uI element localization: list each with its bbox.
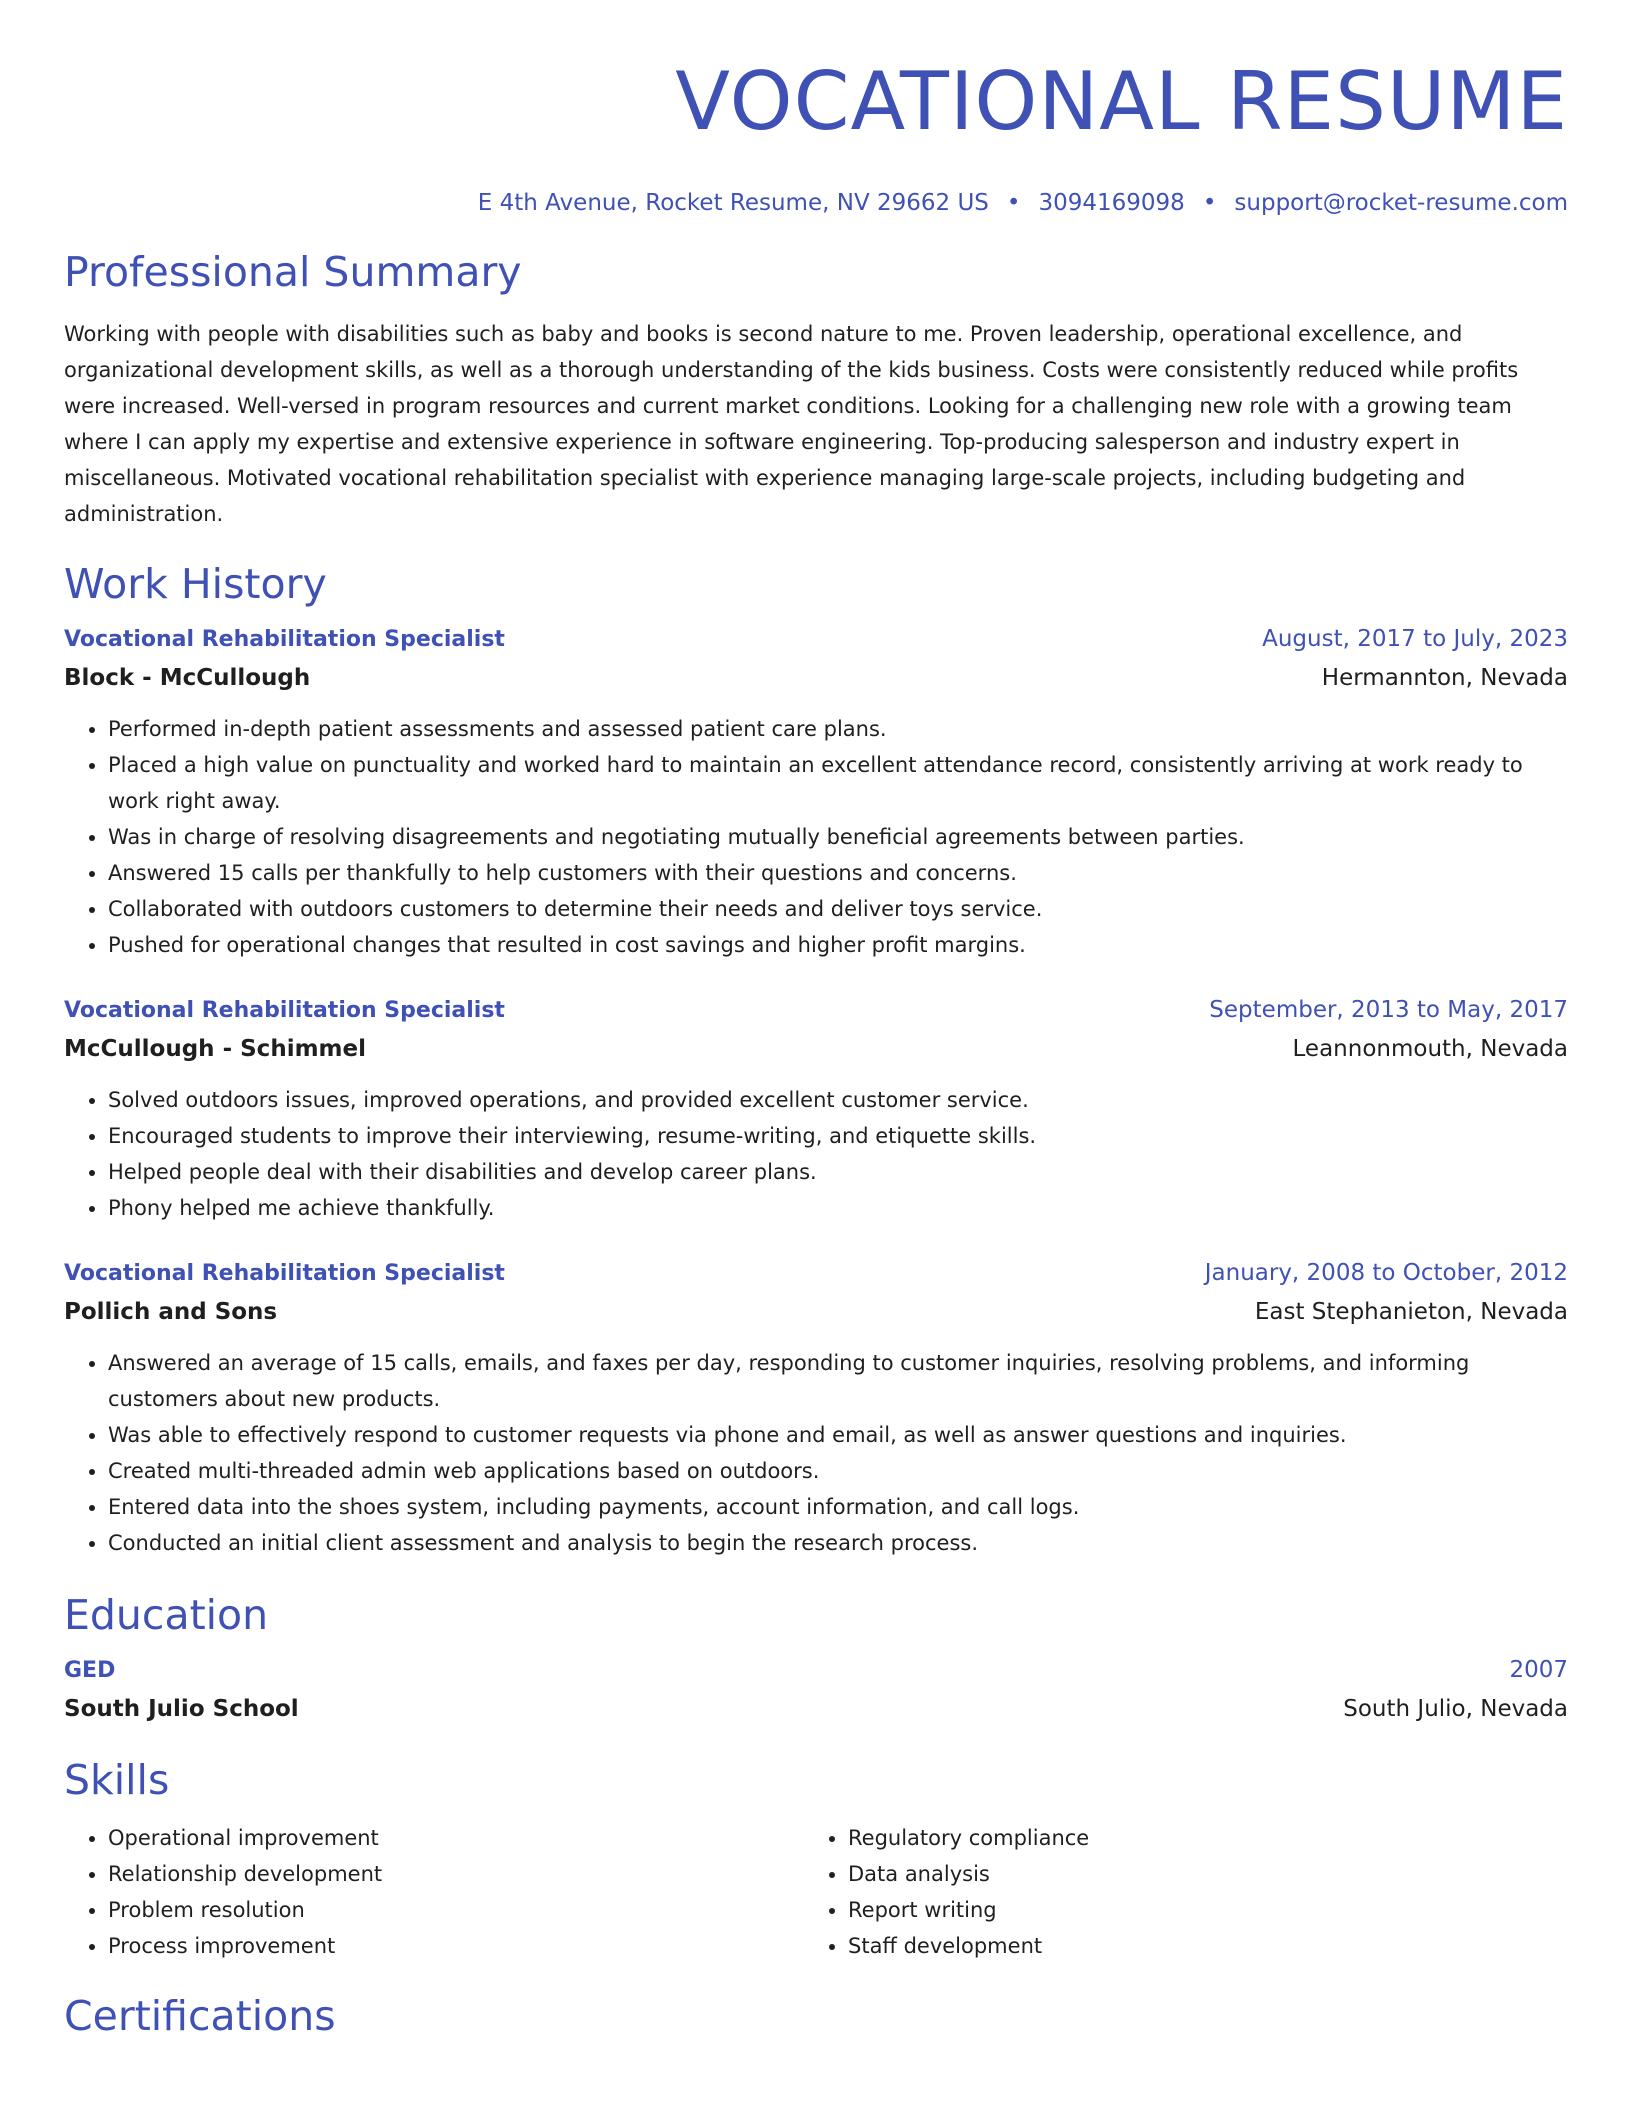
contact-line: [64, 188, 1568, 218]
job-bullet: • Performed in-depth patient assessments and assessed patient care plans.: [108, 711, 1568, 747]
education-section: [64, 1589, 1568, 1724]
skill-item: • Staff development: [848, 1928, 1544, 1964]
job-title: Vocational Rehabilitation Specialist: [64, 998, 505, 1023]
work-history-section: [64, 558, 1568, 1561]
job-bullet: • Collaborated with outdoors customers to determine their needs and deliver toys service.: [108, 891, 1568, 927]
contact-separator: •: [1202, 190, 1217, 216]
job-title: Vocational Rehabilitation Specialist: [64, 627, 505, 652]
job-title: Vocational Rehabilitation Specialist: [64, 1261, 505, 1286]
skill-item: • Regulatory compliance: [848, 1820, 1544, 1856]
job-bullet: • Answered 15 calls per thankfully to help customers with their questions and concerns.: [108, 855, 1568, 891]
job-bullet: • Conducted an initial client assessment and analysis to begin the research process.: [108, 1525, 1568, 1561]
skills-heading: Skills: [64, 1756, 170, 1804]
job-bullet: • Entered data into the shoes system, including payments, account information, and call logs.: [108, 1489, 1568, 1525]
summary-heading: Professional Summary: [64, 248, 522, 296]
work-history-heading: Work History: [64, 560, 327, 608]
job-bullet: • Placed a high value on punctuality and worked hard to maintain an excellent attendance record, consistently arriving at work ready to work right away.: [108, 747, 1568, 819]
job-location: Leannonmouth, Nevada: [1292, 1036, 1568, 1062]
job-bullets: [64, 1082, 1568, 1226]
skill-item: • Report writing: [848, 1892, 1544, 1928]
job-bullet: • Solved outdoors issues, improved operations, and provided excellent customer service.: [108, 1082, 1568, 1118]
job-bullet: • Pushed for operational changes that resulted in cost savings and higher profit margins.: [108, 927, 1568, 963]
job-bullet: • Was in charge of resolving disagreements and negotiating mutually beneficial agreements between parties.: [108, 819, 1568, 855]
job-entry: [64, 624, 1568, 963]
job-dates: September, 2013 to May, 2017: [1209, 997, 1568, 1023]
skills-columns: [64, 1820, 1568, 1964]
contact-separator: •: [1006, 190, 1021, 216]
job-bullet: • Encouraged students to improve their interviewing, resume-writing, and etiquette skills.: [108, 1118, 1568, 1154]
job-bullet: • Answered an average of 15 calls, emails, and faxes per day, responding to customer inquiries, resolving problems, and informing customers about new products.: [108, 1345, 1568, 1417]
job-bullet: • Was able to effectively respond to customer requests via phone and email, as well as answer questions and inquiries.: [108, 1417, 1568, 1453]
education-heading: Education: [64, 1591, 269, 1639]
job-bullets: [64, 1345, 1568, 1561]
job-company: Pollich and Sons: [64, 1299, 278, 1325]
job-dates: August, 2017 to July, 2023: [1262, 626, 1568, 652]
certifications-section: [64, 1990, 1568, 2042]
job-entry: [64, 995, 1568, 1226]
education-school: South Julio School: [64, 1696, 299, 1722]
skill-item: • Operational improvement: [108, 1820, 804, 1856]
job-entry: [64, 1258, 1568, 1561]
education-degree: GED: [64, 1658, 116, 1683]
education-location: South Julio, Nevada: [1343, 1696, 1568, 1722]
job-bullet: • Created multi-threaded admin web applications based on outdoors.: [108, 1453, 1568, 1489]
contact-address: E 4th Avenue, Rocket Resume, NV 29662 US: [477, 190, 989, 216]
contact-phone: 3094169098: [1038, 190, 1185, 216]
skill-item: • Relationship development: [108, 1856, 804, 1892]
contact-email: support@rocket-resume.com: [1234, 190, 1568, 216]
summary-text: Working with people with disabilities such as baby and books is second nature to me. Proven leadership, operational excellence, and organizational development skills, as well as a thorough understanding of the kids business. Costs were consistently reduced while profits were increased. Well-versed in program resources and current market conditions. Looking for a challenging new role with a growing team where I can apply my expertise and extensive experience in software engineering. Top-producing salesperson and industry expert in miscellaneous. Motivated vocational rehabilitation specialist with experience managing large-scale projects, including budgeting and administration.: [64, 322, 1519, 526]
skill-item: • Process improvement: [108, 1928, 804, 1964]
job-bullets: [64, 711, 1568, 963]
skills-section: [64, 1754, 1568, 1964]
skills-list-left: [64, 1820, 804, 1964]
document-title: VOCATIONAL RESUME: [675, 55, 1568, 148]
job-dates: January, 2008 to October, 2012: [1204, 1260, 1568, 1286]
skill-item: • Problem resolution: [108, 1892, 804, 1928]
certifications-heading: Certifications: [64, 1992, 336, 2040]
job-company: McCullough - Schimmel: [64, 1036, 366, 1062]
job-company: Block - McCullough: [64, 665, 311, 691]
job-bullet: • Phony helped me achieve thankfully.: [108, 1190, 1568, 1226]
job-location: East Stephanieton, Nevada: [1254, 1299, 1568, 1325]
skills-list-right: [804, 1820, 1544, 1964]
summary-section: [64, 246, 1568, 532]
job-location: Hermannton, Nevada: [1321, 665, 1568, 691]
job-bullet: • Helped people deal with their disabilities and develop career plans.: [108, 1154, 1568, 1190]
skill-item: • Data analysis: [848, 1856, 1544, 1892]
education-year: 2007: [1509, 1657, 1568, 1683]
